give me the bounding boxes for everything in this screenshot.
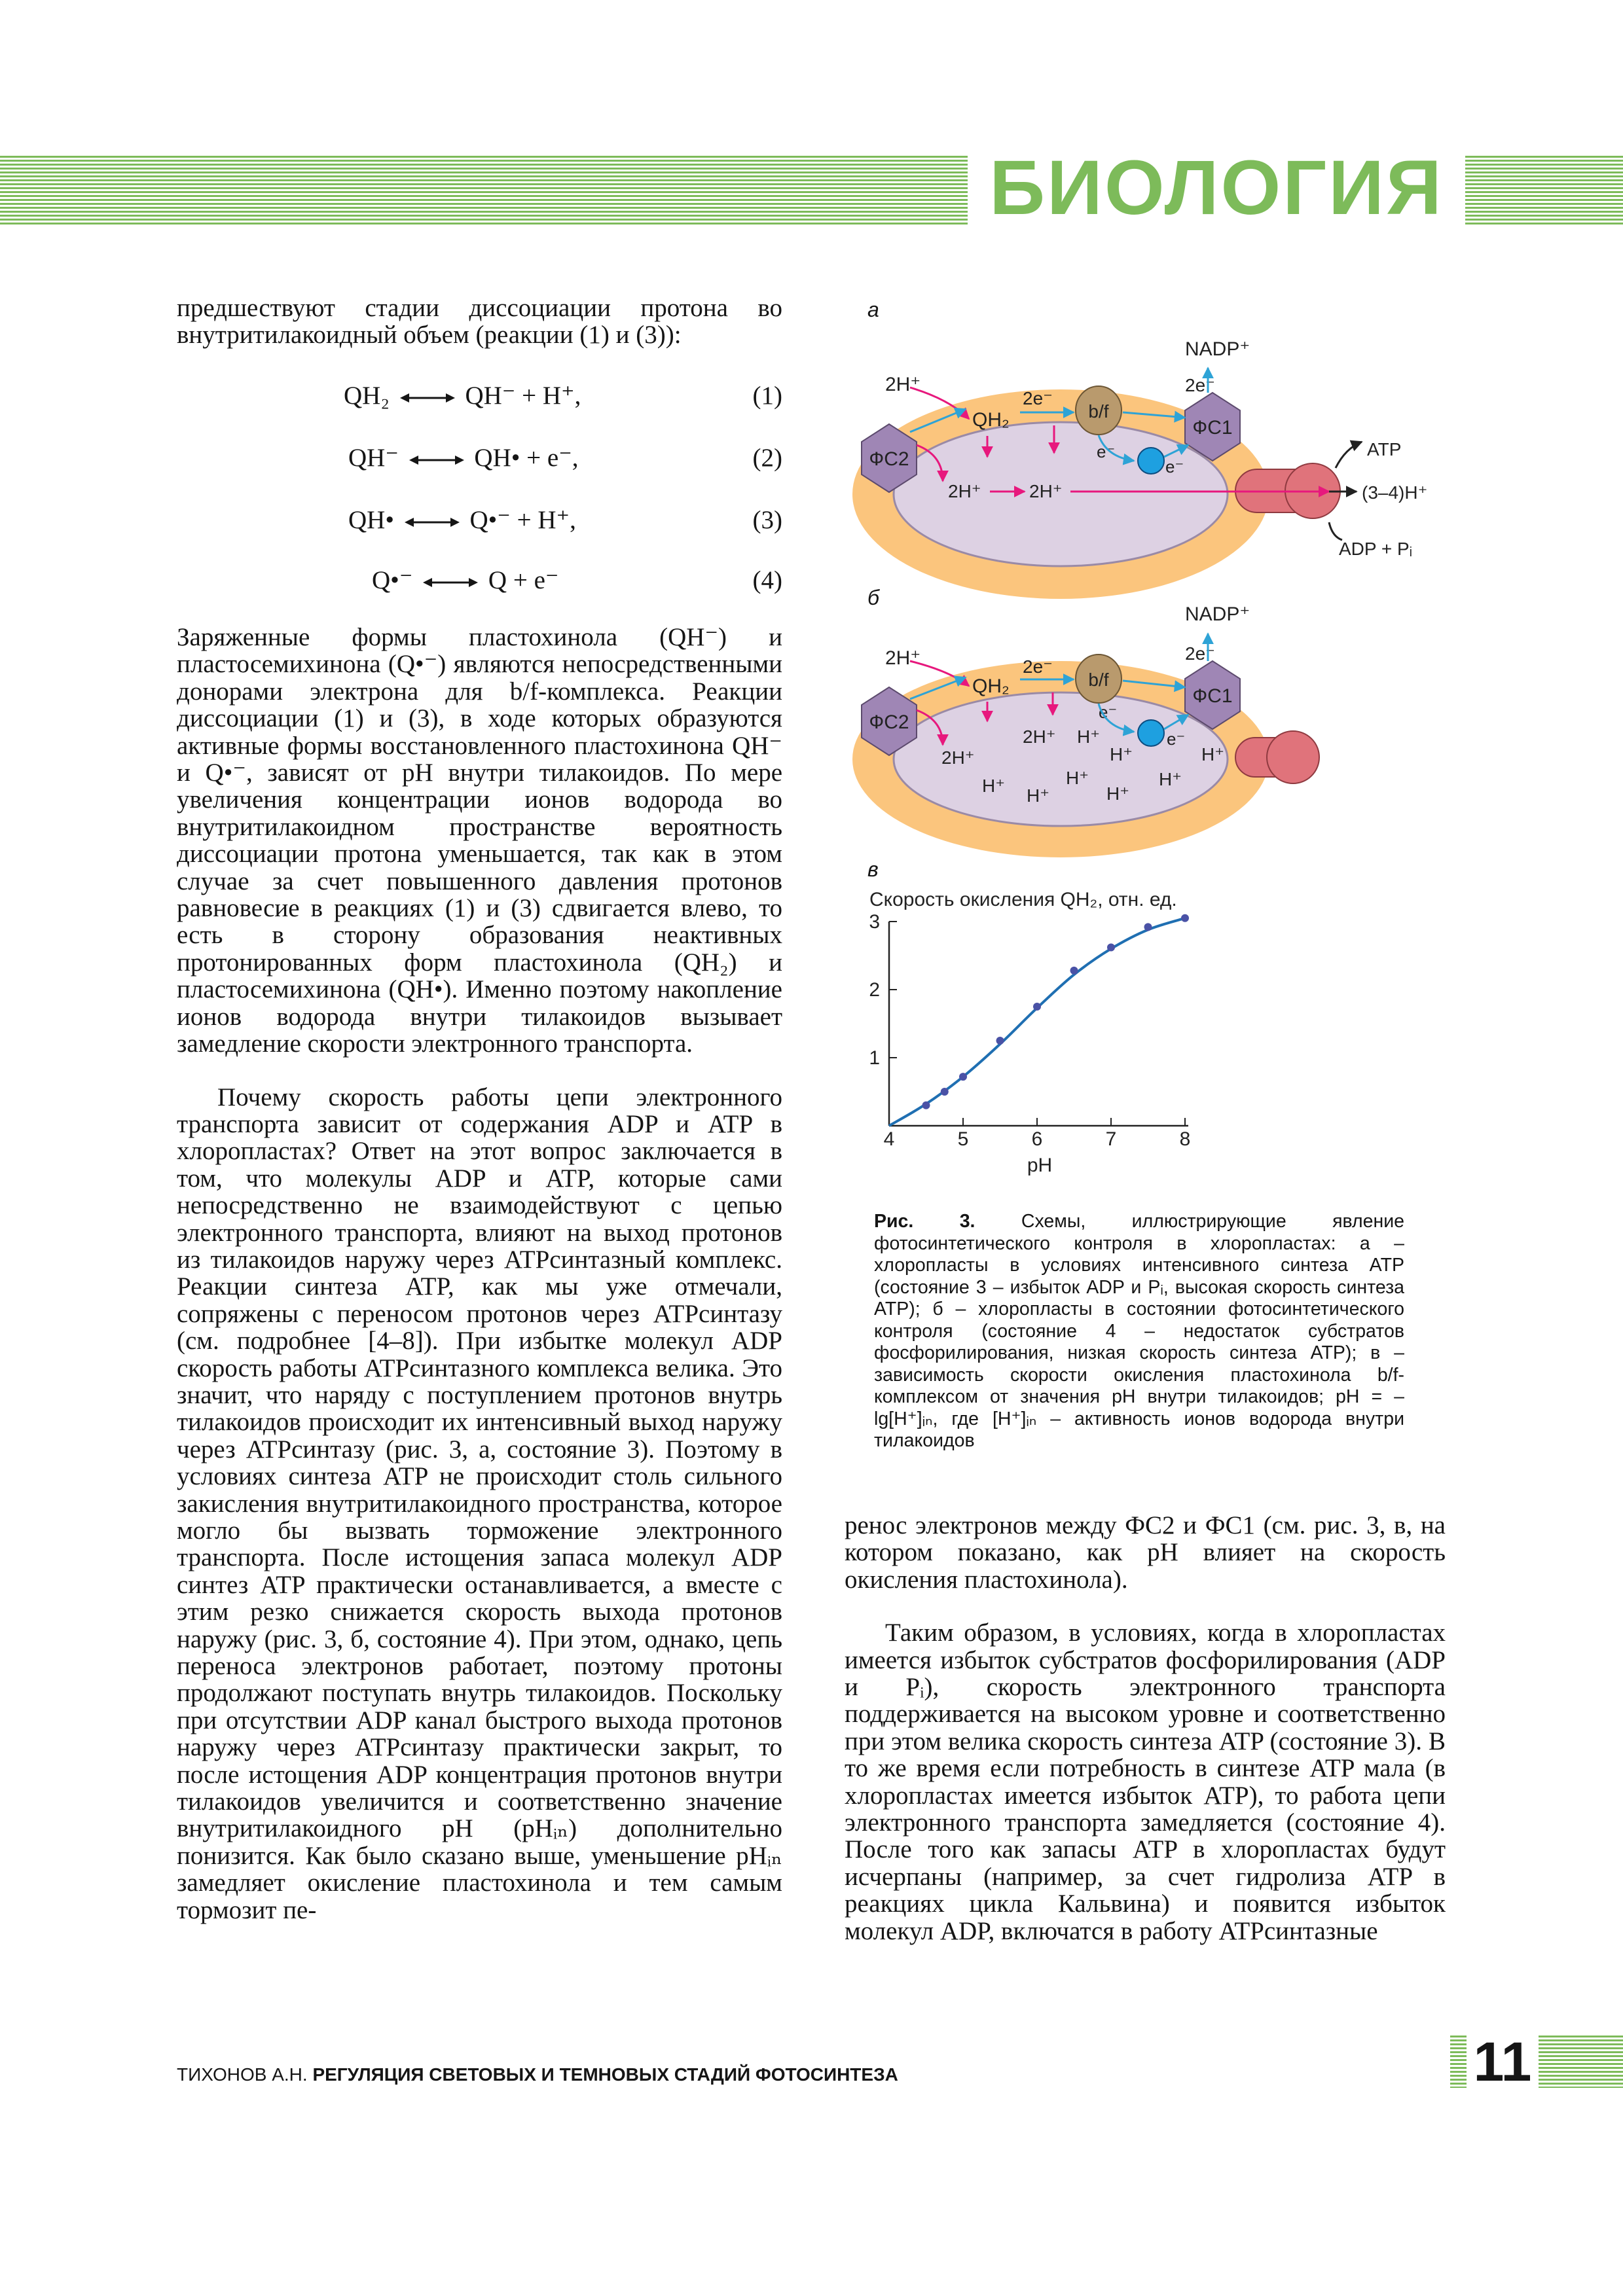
y-tick-label: 3	[869, 911, 880, 933]
footer-title: РЕГУЛЯЦИЯ СВЕТОВЫХ И ТЕМНОВЫХ СТАДИЙ ФОТОСИНТЕЗА	[312, 2064, 898, 2085]
atp-synthase-head	[1267, 731, 1319, 783]
e-label-2: e⁻	[1165, 457, 1184, 476]
plastocyanin-carrier	[1138, 720, 1164, 746]
eq4-right: Q + e⁻	[488, 566, 559, 594]
equation-4	[177, 565, 782, 596]
x-tick-label: 4	[883, 1128, 895, 1150]
panel-a-letter: а	[867, 298, 879, 321]
eq3-number: (3)	[752, 506, 782, 534]
right-paragraph-2: Таким образом, в условиях, когда в хлоропластах имеется избыток субстратов фосфорилирования (ADP и Pᵢ), скорость электронного транспорта поддерживается на высоком уровне и соответственно при этом велика скорость синтеза ATP (состояние 3). В то же время если потребность в синтезе ATP мала (в хлоропластах имеется избыток ATP), то работа цепи электронного транспорта замедляется (состояние 4). После того как запасы ATP в хлоропластах будут исчерпаны (например, за счет гидролиза ATP в реакциях цикла Кальвина) и появится избыток молекул ADP, включатся в работу ATPсинтазные	[845, 1619, 1446, 1945]
page-number: 11	[1467, 2029, 1539, 2094]
eq2-number: (2)	[752, 444, 782, 472]
x-tick-label: 8	[1179, 1128, 1191, 1150]
proton-label: H⁺	[1077, 726, 1100, 747]
data-point	[922, 1102, 930, 1109]
e-fc1-label: 2e⁻	[1185, 375, 1215, 395]
eq4-left: Q•⁻	[372, 566, 413, 594]
qh2-label: QH₂	[972, 409, 1010, 431]
eq1-number: (1)	[752, 382, 782, 410]
figure-3-schemes	[845, 308, 1473, 975]
equilibrium-arrow-icon	[405, 515, 460, 529]
data-point	[1107, 944, 1115, 952]
fit-curve	[889, 918, 1185, 1126]
e-fc1-label: 2e⁻	[1185, 643, 1215, 664]
eq2-right: QH• + e⁻,	[474, 444, 579, 472]
ph-rate-chart	[851, 877, 1244, 1178]
left-paragraph-1: Заряженные формы пластохинола (QH⁻) и пластосемихинона (Q•⁻) являются непосредственными донорами электрона для b/f-комплекса. Реакции диссоциации (1) и (3), в ходе которых образуются активные формы восстановленного пластохинона QH⁻ и Q•⁻, зависят от pH внутри тилакоидов. По мере увеличения концентрации ионов водорода во внутритилакоидном пространстве вероятность диссоциации протона уменьшается, так как в этом случае за счет повышенного давления протонов равновесие в реакциях (1) и (3) сдвигается влево, то есть в сторону образования неактивных протонированных форм пластохинола (QH₂) и пластосемихинона (QH•). Именно поэтому накопление ионов водорода внутри тилакоидов вызывает замедление скорости электронного транспорта.	[177, 623, 782, 1058]
equilibrium-arrow-icon	[423, 575, 478, 590]
equilibrium-arrow-icon	[409, 453, 464, 467]
panel-a-state-3	[852, 338, 1427, 599]
fc2-label: ФС2	[869, 448, 909, 470]
data-point	[1033, 1003, 1041, 1011]
data-point	[1144, 923, 1152, 931]
e-label-1: e⁻	[1097, 442, 1116, 461]
left-paragraph-2: Почему скорость работы цепи электронного транспорта зависит от содержания ADP и ATP в хлоропластах? Ответ на этот вопрос заключается в том, что молекулы ADP и ATP, которые сами непосредственно не взаимодействуют с цепью электронного транспорта, влияют на выход протонов из тилакоидов наружу через ATPсинтазный комплекс. Реакции синтеза ATP, как мы уже отмечали, сопряжены с переносом протонов через ATPсинтазу (см. подробнее [4–8]). При избытке молекул ADP скорость работы ATPсинтазного комплекса велика. Это значит, что наряду с поступлением протонов внутрь тилакоидов происходит их интенсивный выход наружу через ATPсинтазу (рис. 3, а, состояние 3). Поэтому в условиях синтеза ATP не происходит столь сильного закисления внутритилакоидного пространства, которое могло бы вызвать торможение электронного транспорта. После истощения запаса молекул ADP синтез ATP практически останавливается, а вместе с этим резко снижается скорость выхода протонов наружу (рис. 3, б, состояние 4). При этом, однако, цепь переноса электронов работает, поэтому протоны продолжают поступать внутрь тилакоидов. Поскольку при отсутствии ADP канал быстрого выхода протонов наружу через ATPсинтазу практически закрыт, то после истощения ADP концентрация протонов внутри тилакоидов увеличится и соответственно значение внутритилакоидного pH (pHᵢₙ) дополнительно понизится. Как было сказано выше, уменьшение pHᵢₙ замедляет окисление пластохинола и тем самым тормозит пе-	[177, 1083, 782, 1924]
journal-section-title: БИОЛОГИЯ	[989, 145, 1444, 231]
chart-title: Скорость окисления QH₂, отн. ед.	[869, 889, 1177, 910]
footer-author: ТИХОНОВ А.Н.	[177, 2064, 308, 2085]
x-axis-label: pH	[1027, 1155, 1053, 1176]
equation-1	[177, 381, 782, 411]
eq3-left: QH•	[348, 506, 394, 534]
e-top-label: 2e⁻	[1023, 388, 1053, 408]
x-tick-label: 7	[1105, 1128, 1117, 1150]
proton-label: H⁺	[1110, 744, 1133, 764]
panel-b-letter: б	[867, 586, 879, 609]
plastocyanin-carrier	[1138, 448, 1164, 474]
qh2-label: QH₂	[972, 675, 1010, 697]
y-tick-label: 2	[869, 979, 880, 1001]
fc1-label: ФС1	[1192, 417, 1233, 439]
h-in-label: 2H⁺	[885, 647, 921, 669]
fc1-label: ФС1	[1192, 685, 1233, 707]
eq4-number: (4)	[752, 566, 782, 594]
e-label-1: e⁻	[1099, 702, 1118, 722]
right-column-body	[845, 1512, 1446, 1945]
data-point	[941, 1088, 949, 1096]
bf-label: b/f	[1088, 401, 1109, 422]
nadp-label: NADP⁺	[1185, 338, 1250, 360]
e-top-label: 2e⁻	[1023, 656, 1053, 677]
chart-ticks	[869, 911, 1190, 1150]
panel-c-letter: в	[867, 857, 879, 881]
equation-3	[177, 505, 782, 535]
x-tick-label: 6	[1031, 1128, 1043, 1150]
intro-text: предшествуют стадии диссоциации протона во внутритилакоидный объем (реакции (1) и (3)):	[177, 294, 782, 350]
left-intro	[177, 295, 782, 349]
eq3-right: Q•⁻ + H⁺,	[469, 506, 576, 534]
y-tick-label: 1	[869, 1047, 880, 1069]
data-point	[996, 1037, 1004, 1045]
running-footer	[177, 2062, 898, 2088]
proton-label: H⁺	[1159, 769, 1182, 789]
proton-label: H⁺	[1027, 785, 1049, 806]
proton-label: H⁺	[982, 776, 1005, 796]
proton-label: H⁺	[1201, 744, 1224, 764]
eq1-right: QH⁻ + H⁺,	[465, 382, 581, 410]
left-column-body	[177, 624, 782, 1924]
h-in-label: 2H⁺	[885, 374, 921, 395]
fc2-label: ФС2	[869, 711, 909, 733]
adp-label: ADP + Pᵢ	[1339, 539, 1413, 559]
lumen-h-label-2: 2H⁺	[1023, 726, 1056, 747]
eq2-left: QH⁻	[348, 444, 399, 472]
data-point	[1070, 967, 1078, 975]
caption-label: Рис. 3.	[874, 1211, 976, 1232]
atp-label: ATP	[1367, 439, 1402, 459]
nadp-label: NADP⁺	[1185, 603, 1250, 625]
data-point	[959, 1073, 967, 1081]
eq1-left: QH₂	[344, 382, 390, 410]
panel-b-state-4	[852, 603, 1319, 857]
data-points	[922, 914, 1190, 1109]
lumen-h-label-1: 2H⁺	[948, 481, 981, 501]
lumen-h-label-2: 2H⁺	[1029, 481, 1063, 501]
caption-text: Схемы, иллюстрирующие явление фотосинтетического контроля в хлоропластах: а – хлоропласты в условиях интенсивного синтеза ATP (состояние 3 – избыток ADP и Pᵢ, высокая скорость синтеза ATP); б – хлоропласты в состоянии фотосинтетического контроля (состояние 4 – недостаток субстратов фосфорилирования, низкая скорость синтеза ATP); в – зависимость скорости окисления пластохинола b/f-комплексом от значения pH внутри тилакоидов; pH = –lg[H⁺]ᵢₙ, где [H⁺]ᵢₙ – активность ионов водорода внутри тилакоидов	[874, 1211, 1404, 1451]
proton-label: H⁺	[1066, 768, 1089, 788]
bf-label: b/f	[1088, 670, 1109, 690]
lumen-h-label-1: 2H⁺	[941, 747, 975, 768]
x-tick-label: 5	[957, 1128, 969, 1150]
e-label-2: e⁻	[1167, 729, 1186, 749]
equilibrium-arrow-icon	[400, 391, 455, 405]
proton-out-label: (3–4)H⁺	[1362, 482, 1428, 503]
figure-caption	[874, 1211, 1404, 1452]
proton-label: H⁺	[1106, 783, 1129, 804]
data-point	[1181, 914, 1189, 922]
right-paragraph-1: ренос электронов между ФС2 и ФС1 (см. рис. 3, в, на котором показано, как pH влияет на скорость окисления пластохинола).	[845, 1511, 1446, 1594]
equation-2	[177, 443, 782, 473]
